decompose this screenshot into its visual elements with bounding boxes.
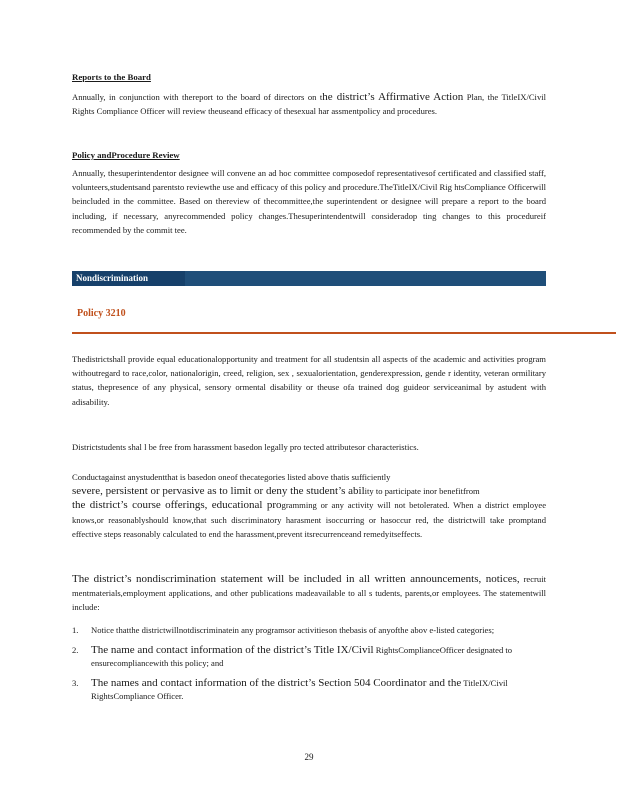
list-item-number: 3. (72, 677, 79, 688)
p3-rest: district employee knows,or reasonablyshould know,that such discriminatory harasment isoccurring or hasoccur red, the districtwill take promptand effective steps reasonably calculated to end the harassment,prevent itsrecurrenceand remedyitseffects. (72, 500, 547, 539)
p4-rest: recruit mentmaterials,employment applications, and other publications madeavailable to all s tudents, parents,or employees. The statementwill include: (72, 574, 546, 613)
paragraph-4 (72, 572, 546, 615)
list-item (72, 677, 546, 704)
paragraph-2: Districtstudents shal l be free from harassment basedon legally pro tected attributesor characteristics. (72, 442, 419, 452)
reports-rest: Plan, the TitleIX/Civil Rights Compliance Officer will review theuseand efficacy of thesexual har assmentpolicy and procedures. (72, 92, 547, 117)
p3-line3-small: gramming or any activity will not betolerated. When a (281, 500, 482, 511)
p3-line3-big: the district’s course offerings, educational pro (72, 499, 282, 512)
list-item-number: 1. (72, 625, 79, 635)
policy-label: Policy 3210 (77, 308, 126, 319)
p3-line1: Conductagainst anystudentthat is basedon oneof thecategories listed above thatis sufficiently (72, 472, 391, 482)
list-item (72, 624, 546, 638)
reports-paragraph (72, 90, 546, 118)
statement-list (72, 624, 546, 704)
list-item-big-text: The names and contact information of the district’s Section 504 Coordinator and the (91, 676, 462, 689)
reports-lead-big: he district’s Affirmative Action (322, 91, 464, 103)
review-paragraph: Annually, thesuperintendentor designee will convene an ad hoc committee composedof representativesof certificated and classified staff, volunteers,studentsand parentsto reviewthe use and efficacy of this policy and procedure.TheTitleIX/Civil Rig htsCompliance Officerwill beincluded in the committee. Based on thereview of thecommittee,the superintendent or designee will prepare a report to the board including, if necessary, anyrecommended policy changes.Thesuperintendentwill consideradop ting changes to this procedureif recommended by the commit tee. (72, 168, 546, 235)
paragraph-1: Thedistrictshall provide equal educationalopportunity and treatment for all studentsin all aspects of the academic and activities program withoutregard to race,color, nationalorigin, creed, religion, sex , sexualorientation, genderexpression, gende r identity, veteran ormilitary status, thepresence of any physical, sensory ormental disability or theuse ofa trained dog guideor serviceanimal by astudent with adisability. (72, 354, 546, 407)
review-heading: Policy andProcedure Review (72, 150, 180, 160)
paragraph-3 (72, 470, 546, 541)
reports-heading: Reports to the Board (72, 72, 151, 82)
p3-line2-small: ity to participate inor benefitfrom (364, 486, 480, 497)
list-item-text: RightsComplianceOfficer designated to ensurecompliancewith this policy; and (91, 644, 513, 668)
list-item (72, 644, 546, 671)
banner-label: Nondiscrimination (76, 273, 149, 283)
section-banner (72, 271, 546, 286)
list-item-text: TitleIX/Civil RightsCompliance Officer. (91, 677, 508, 701)
list-item-big-text: The name and contact information of the district’s Title IX/Civil (91, 643, 374, 656)
reports-lead: Annually, in conjunction with thereport to the board of directors on t (72, 92, 323, 102)
list-item-text: Notice thatthe districtwillnotdiscriminatein any programsor activitieson thebasis of anyofthe abov e-listed categories; (91, 625, 495, 635)
policy-rule (72, 332, 616, 334)
list-item-number: 2. (72, 644, 79, 655)
p3-line2-big: severe, persistent or pervasive as to limit or deny the student’s abil (72, 485, 365, 498)
p4-big: The district’s nondiscrimination statement will be included in all written announcements, notices, (72, 573, 520, 585)
page-number: 29 (304, 752, 314, 762)
